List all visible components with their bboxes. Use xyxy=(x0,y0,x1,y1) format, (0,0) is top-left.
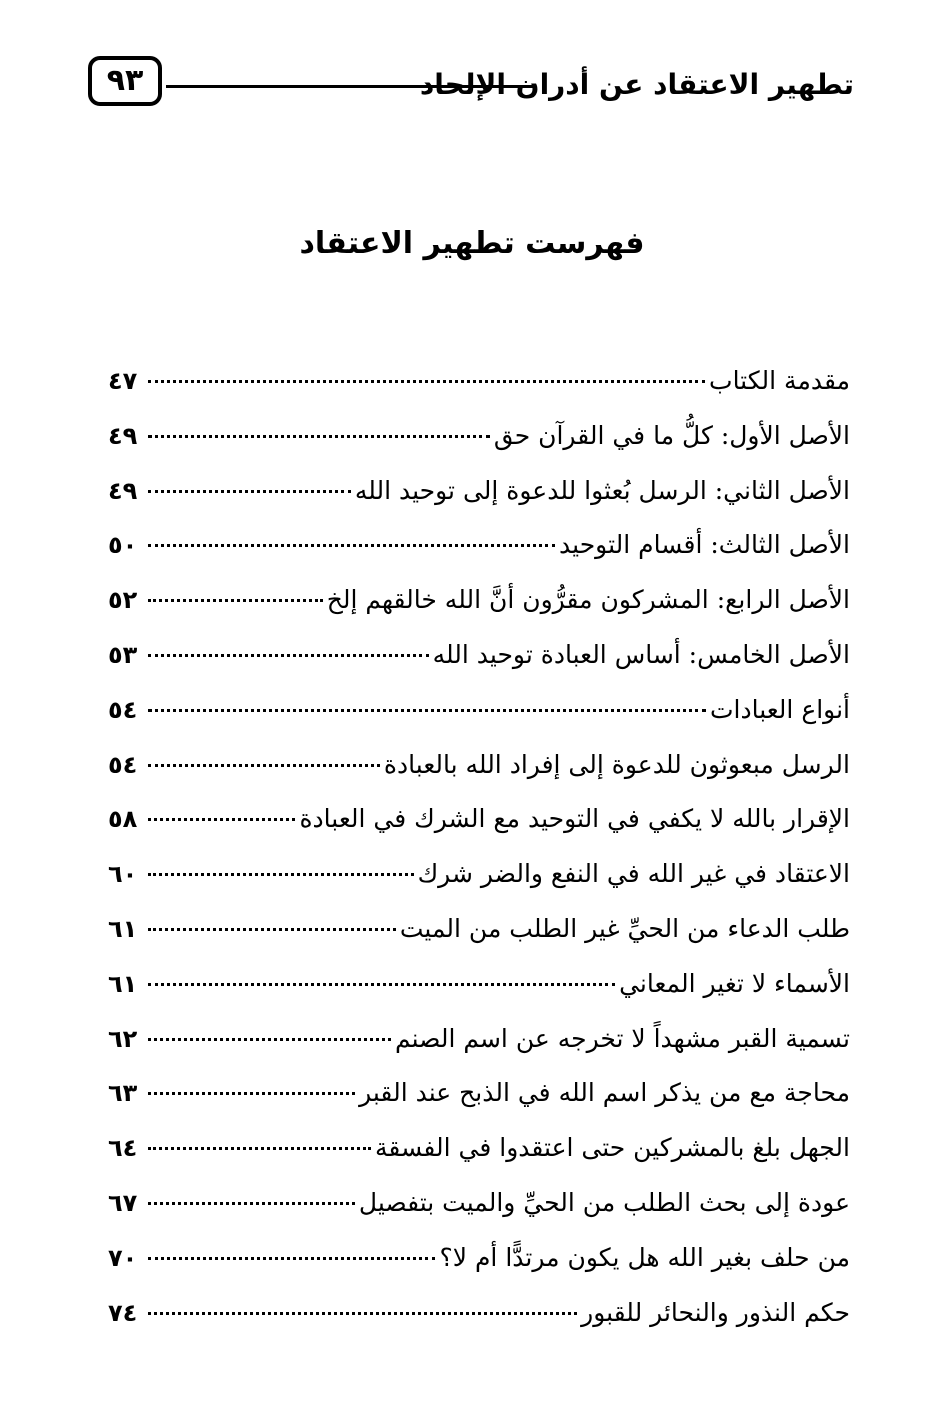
page-number: ٩٣ xyxy=(88,56,162,106)
dot-leader xyxy=(148,654,429,657)
toc-entry xyxy=(108,1121,850,1176)
dot-leader xyxy=(148,435,490,438)
header-rule xyxy=(166,85,536,88)
toc-entry xyxy=(108,464,850,519)
toc-entry-page: ٥٤ xyxy=(108,695,138,724)
toc-entry-page: ٤٩ xyxy=(108,421,138,450)
toc-entry-title: عودة إلى بحث الطلب من الحيِّ والميت بتفصيل xyxy=(358,1187,850,1217)
dot-leader xyxy=(148,1202,355,1205)
toc-entry-title: طلب الدعاء من الحيِّ غير الطلب من الميت xyxy=(399,913,850,943)
toc-entry-page: ٤٩ xyxy=(108,476,138,505)
toc-entry-page: ٥٣ xyxy=(108,640,138,669)
dot-leader xyxy=(148,599,323,602)
toc-entry-title: مقدمة الكتاب xyxy=(709,366,850,395)
toc-entry xyxy=(108,792,850,847)
toc-entry-page: ٦١ xyxy=(108,914,138,943)
toc-entry-title: الإقرار بالله لا يكفي في التوحيد مع الشرك في العبادة xyxy=(299,804,850,834)
toc-entry xyxy=(108,683,850,738)
toc-entry-page: ٦٣ xyxy=(108,1079,138,1108)
toc-entry xyxy=(108,409,850,464)
dot-leader xyxy=(148,928,396,931)
running-header xyxy=(88,56,854,112)
toc-entry-title: الأصل الخامس: أساس العبادة توحيد الله xyxy=(432,639,850,669)
toc-entry-title: الرسل مبعوثون للدعوة إلى إفراد الله بالعبادة xyxy=(383,749,850,779)
dot-leader xyxy=(148,818,295,821)
toc-entry-page: ٦٧ xyxy=(108,1188,138,1217)
toc-entry xyxy=(108,957,850,1012)
toc-entry xyxy=(108,847,850,902)
toc-entry-title: الأسماء لا تغير المعاني xyxy=(619,968,850,998)
running-title: تطهير الاعتقاد عن أدران الإلحاد xyxy=(419,68,854,101)
dot-leader xyxy=(148,380,705,383)
dot-leader xyxy=(148,1092,355,1095)
toc-entry xyxy=(108,738,850,793)
toc-entry xyxy=(108,1231,850,1286)
toc-entry-page: ٥٤ xyxy=(108,750,138,779)
toc-entry-page: ٧٤ xyxy=(108,1298,138,1327)
dot-leader xyxy=(148,873,414,876)
dot-leader xyxy=(148,764,380,767)
dot-leader xyxy=(148,709,706,712)
toc-entry xyxy=(108,573,850,628)
toc-entry-title: تسمية القبر مشهداً لا تخرجه عن اسم الصنم xyxy=(394,1023,850,1053)
toc-entry xyxy=(108,902,850,957)
dot-leader xyxy=(148,490,351,493)
toc-entry-title: حكم النذور والنحائر للقبور xyxy=(581,1297,850,1327)
toc-entry-title: الأصل الثاني: الرسل بُعثوا للدعوة إلى توحيد الله xyxy=(354,475,850,505)
toc-entry xyxy=(108,1012,850,1067)
dot-leader xyxy=(148,1038,391,1041)
toc-list xyxy=(108,354,850,1340)
dot-leader xyxy=(148,544,555,547)
toc-entry xyxy=(108,1286,850,1341)
toc-entry-page: ٦٢ xyxy=(108,1024,138,1053)
toc-entry-title: الأصل الثالث: أقسام التوحيد xyxy=(559,530,850,560)
toc-entry-title: الجهل بلغ بالمشركين حتى اعتقدوا في الفسقة xyxy=(375,1133,850,1163)
toc-entry-page: ٦١ xyxy=(108,969,138,998)
toc-entry xyxy=(108,1176,850,1231)
toc-entry-title: الأصل الأول: كلُّ ما في القرآن حق xyxy=(493,420,850,450)
toc-entry-title: أنواع العبادات xyxy=(709,694,850,724)
toc-entry xyxy=(108,1066,850,1121)
dot-leader xyxy=(148,1147,371,1150)
toc-entry-title: محاجة مع من يذكر اسم الله في الذبح عند القبر xyxy=(359,1078,850,1108)
toc-entry-page: ٦٤ xyxy=(108,1134,138,1163)
toc-entry-page: ٤٧ xyxy=(108,367,138,395)
dot-leader xyxy=(148,1257,435,1260)
toc-entry-page: ٧٠ xyxy=(108,1243,138,1272)
toc-entry-title: الأصل الرابع: المشركون مقرُّون أنَّ الله خالقهم إلخ xyxy=(326,585,850,615)
dot-leader xyxy=(148,1312,577,1315)
toc-entry-page: ٥٠ xyxy=(108,531,138,560)
toc-entry-page: ٥٢ xyxy=(108,586,138,615)
toc-heading: فهرست تطهير الاعتقاد xyxy=(299,226,645,261)
toc-entry-title: من حلف بغير الله هل يكون مرتدًّا أم لا؟ xyxy=(439,1242,850,1272)
toc-entry-page: ٥٨ xyxy=(108,805,138,834)
toc-entry xyxy=(108,518,850,573)
toc-entry xyxy=(108,628,850,683)
dot-leader xyxy=(148,983,615,986)
toc-entry xyxy=(108,354,850,409)
toc-entry-title: الاعتقاد في غير الله في النفع والضر شرك xyxy=(417,859,850,889)
toc-entry-page: ٦٠ xyxy=(108,860,138,889)
